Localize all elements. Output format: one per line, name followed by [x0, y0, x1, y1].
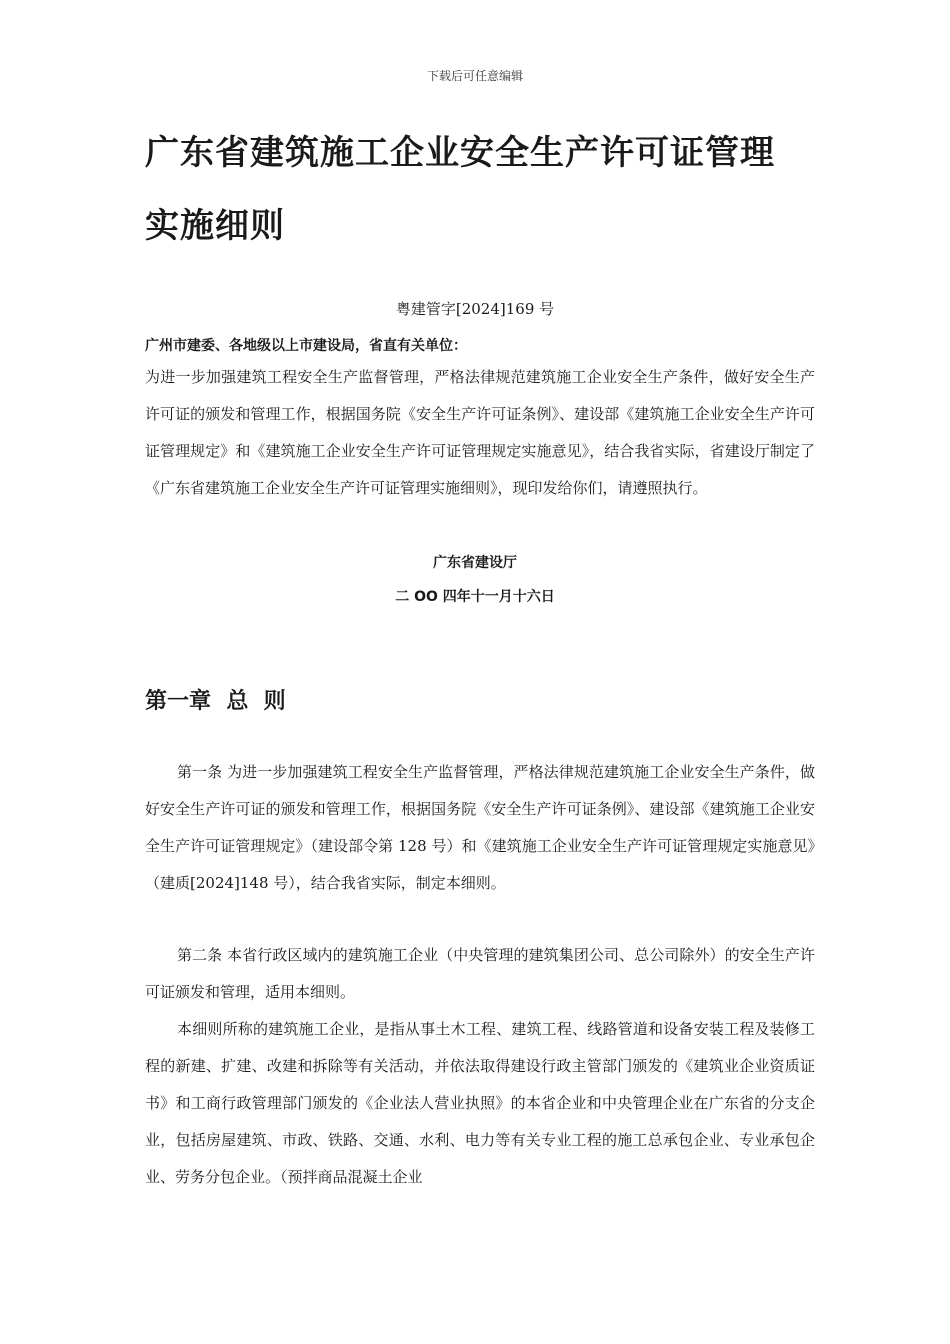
intro-paragraph: 为进一步加强建筑工程安全生产监督管理，严格法律规范建筑施工企业安全生产条件，做好安全生产许可证的颁发和管理工作，根据国务院《安全生产许可证条例》、建设部《建筑施工企业安全生产许可证管理规定》和《建筑施工企业安全生产许可证管理规定实施意见》，结合我省实际，省建设厅制定了《广东省建筑施工企业安全生产许可证管理实施细则》，现印发给你们，请遵照执行。	[145, 368, 815, 497]
issue-date: 二 OO 四年十一月十六日	[395, 589, 555, 605]
document-title-line-2: 实施细则	[145, 206, 285, 246]
article-2: 第二条 本省行政区域内的建筑施工企业（中央管理的建筑集团公司、总公司除外）的安全生产许可证颁发和管理，适用本细则。	[145, 946, 815, 1001]
issuer: 广东省建设厅	[433, 555, 517, 571]
article-2-paragraph-2: 本细则所称的建筑施工企业，是指从事土木工程、建筑工程、线路管道和设备安装工程及装修工程的新建、扩建、改建和拆除等有关活动，并依法取得建设行政主管部门颁发的《建筑业企业资质证书》和工商行政管理部门颁发的《企业法人营业执照》的本省企业和中央管理企业在广东省的分支企业，包括房屋建筑、市政、铁路、交通、水利、电力等有关专业工程的施工总承包企业、专业承包企业、劳务分包企业。（预拌商品混凝土企业	[145, 1020, 815, 1186]
header-note: 下载后可任意编辑	[426, 69, 523, 83]
article-1: 第一条 为进一步加强建筑工程安全生产监督管理，严格法律规范建筑施工企业安全生产条件，做好安全生产许可证的颁发和管理工作，根据国务院《安全生产许可证条例》、建设部《建筑施工企业安全生产许可证管理规定》（建设部令第 128 号）和《建筑施工企业安全生产许可证管理规定实施意见》（建质[2024]148 号），结合我省实际，制定本细则。	[145, 763, 815, 892]
document-title-line-1: 广东省建筑施工企业安全生产许可证管理	[145, 133, 775, 173]
addressee: 广州市建委、各地级以上市建设局，省直有关单位：	[145, 338, 467, 354]
document-number: 粤建管字[2024]169 号	[395, 300, 555, 318]
chapter-title: 第一章 总 则	[145, 689, 286, 714]
